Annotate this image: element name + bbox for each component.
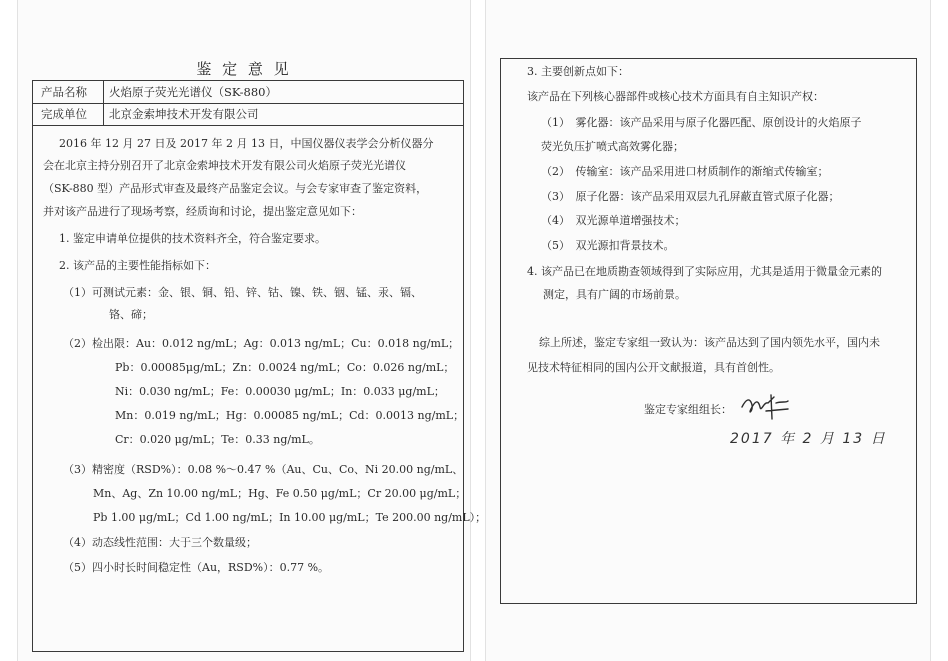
intro-line: 并对该产品进行了现场考察，经质询和讨论，提出鉴定意见如下： — [43, 205, 362, 218]
innovation-line: （4） 双光源单道增强技术； — [541, 214, 686, 227]
elements-line: 铬、碲； — [109, 308, 153, 321]
opinion-frame — [32, 80, 487, 652]
innovation-line: （2） 传输室：该产品采用进口材质制作的渐缩式传输室； — [541, 165, 829, 178]
leader-label: 鉴定专家组组长： — [644, 403, 732, 416]
signed-date: 2017 年 2 月 13 日 — [730, 431, 887, 447]
signature-mark — [738, 389, 790, 425]
innovation-line: （1） 雾化器：该产品采用与原子化器匹配、原创设计的火焰原子 — [541, 116, 862, 129]
detection-line: Cr：0.020 μg/mL；Te：0.33 ng/mL。 — [115, 433, 320, 446]
precision-line: Mn、Ag、Zn 10.00 ng/mL；Hg、Fe 0.50 μg/mL；Cr 20.00 μg/mL； — [93, 487, 467, 500]
precision-line: Pb 1.00 μg/mL；Cd 1.00 ng/mL；In 10.00 μg/mL；Te 200.00 ng/mL）； — [93, 511, 487, 524]
product-name-label: 产品名称 — [41, 85, 87, 99]
document-title: 鉴 定 意 见 — [196, 60, 292, 78]
item-1: 1. 鉴定申请单位提供的技术资料齐全，符合鉴定要求。 — [59, 232, 326, 245]
item-4-line: 测定，具有广阔的市场前景。 — [543, 288, 686, 301]
right-page — [486, 0, 930, 661]
intro-line: 会在北京主持分别召开了北京金索坤技术开发有限公司火焰原子荧光光谱仪 — [43, 159, 406, 172]
opinion-frame-continued — [500, 58, 917, 604]
unit-value: 北京金索坤技术开发有限公司 — [109, 107, 259, 121]
innovation-line: （3） 原子化器：该产品采用双层九孔屏蔽直管式原子化器； — [541, 190, 840, 203]
ip-statement: 该产品在下列核心器部件或核心技术方面具有自主知识产权： — [527, 90, 824, 103]
precision-line: （3）精密度（RSD%）：0.08 %～0.47 %（Au、Cu、Co、Ni 20.00 ng/mL、 — [63, 463, 464, 476]
item-2: 2. 该产品的主要性能指标如下： — [59, 259, 216, 272]
linear-range: （4）动态线性范围：大于三个数量级； — [63, 536, 257, 549]
unit-label: 完成单位 — [41, 107, 87, 121]
intro-line: 2016 年 12 月 27 日及 2017 年 2 月 13 日，中国仪器仪表学会分析仪器分 — [59, 137, 434, 150]
left-page — [18, 0, 487, 661]
product-name-value: 火焰原子荧光光谱仪（SK-880） — [109, 85, 277, 99]
stability: （5）四小时长时间稳定性（Au，RSD%）：0.77 %。 — [63, 561, 330, 574]
detection-line: Pb：0.00085μg/mL；Zn：0.0024 ng/mL；Co：0.026 ng/mL； — [115, 361, 455, 374]
elements-line: （1）可测试元素：金、银、铜、铅、锌、钴、镍、铁、铟、锰、汞、镉、 — [63, 286, 422, 299]
innovation-line: （5） 双光源扣背景技术。 — [541, 239, 675, 252]
table-rule — [33, 125, 463, 126]
detection-line: （2）检出限：Au：0.012 ng/mL；Ag：0.013 ng/mL；Cu：0.018 ng/mL； — [63, 337, 460, 350]
detection-line: Mn：0.019 ng/mL；Hg：0.00085 ng/mL；Cd：0.0013 ng/mL； — [115, 409, 465, 422]
item-4-line: 4. 该产品已在地质勘查领域得到了实际应用，尤其是适用于微量金元素的 — [527, 265, 882, 278]
detection-line: Ni：0.030 ng/mL；Fe：0.00030 μg/mL；In：0.033 μg/mL； — [115, 385, 445, 398]
conclusion-line: 综上所述，鉴定专家组一致认为：该产品达到了国内领先水平，国内未 — [539, 336, 880, 349]
conclusion-line: 见技术特征相同的国内公开文献报道，具有首创性。 — [527, 361, 780, 374]
innovation-line: 荧光负压扩喷式高效雾化器； — [541, 140, 684, 153]
intro-line: （SK-880 型）产品形式审查及最终产品鉴定会议。与会专家审查了鉴定资料， — [43, 182, 428, 195]
item-3: 3. 主要创新点如下： — [527, 65, 629, 78]
